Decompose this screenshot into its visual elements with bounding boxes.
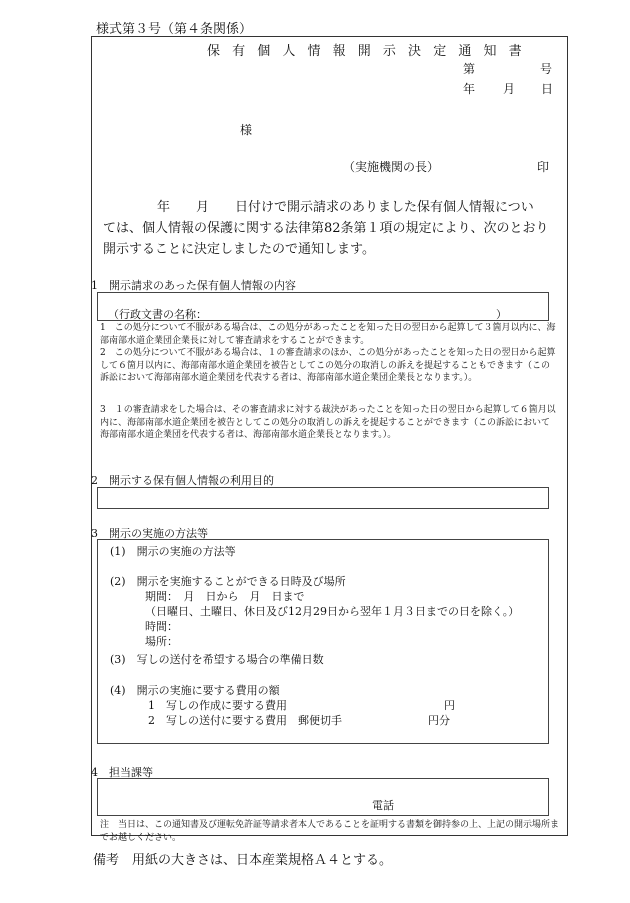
document-title: 保 有 個 人 情 報 開 示 決 定 通 知 書 — [207, 44, 526, 59]
phone-label: 電話 — [372, 799, 394, 812]
footnote: 注 当日は、この通知書及び運転免許証等請求者本人であることを証明する書類を御持参の上、上記の開示場所までお越しください。 — [100, 820, 560, 843]
time-line: 時間： — [145, 620, 178, 633]
section4-heading: 4 担当課等 — [91, 766, 153, 779]
body-line-2: ては、個人情報の保護に関する法律第82条第１項の規定により、次のとおり — [103, 221, 549, 236]
section3-item4: (4) 開示の実施に要する費用の額 — [110, 684, 280, 697]
section1-heading: 1 開示請求のあった保有個人情報の内容 — [91, 279, 296, 292]
body-line-1: 年 月 日付けで開示請求のありました保有個人情報につい — [157, 200, 534, 215]
section3-item3: (3) 写しの送付を希望する場合の準備日数 — [110, 653, 324, 666]
section3-item1: (1) 開示の実施の方法等 — [110, 545, 236, 558]
addressee-suffix: 様 — [240, 123, 253, 137]
fee-copy-line: 1 写しの作成に要する費用 — [148, 699, 287, 712]
section4-box — [97, 778, 549, 816]
form-label: 様式第３号（第４条関係） — [96, 22, 253, 37]
place-line: 場所： — [145, 635, 178, 648]
period-line: 期間： 月 日から 月 日まで — [145, 590, 305, 603]
issuer: （実施機関の長） — [343, 160, 440, 174]
doc-name-close: ） — [496, 308, 507, 321]
seal-mark: 印 — [537, 160, 550, 174]
section3-heading: 3 開示の実施の方法等 — [91, 527, 208, 540]
remark: 備考 用紙の大きさは、日本産業規格Ａ４とする。 — [93, 853, 393, 868]
date-month: 月 — [503, 82, 516, 96]
date-day: 日 — [541, 82, 554, 96]
section3-item2: (2) 開示を実施することができる日時及び場所 — [110, 575, 346, 588]
doc-number-prefix: 第 — [463, 62, 476, 76]
period-note: （日曜日、土曜日、休日及び12月29日から翌年１月３日までの日を除く。） — [145, 605, 520, 618]
section2-box — [97, 487, 549, 509]
fee-mail-unit: 円分 — [428, 714, 450, 727]
fee-copy-unit: 円 — [444, 699, 455, 712]
doc-name-label: （行政文書の名称： — [108, 308, 207, 321]
doc-number-suffix: 号 — [540, 62, 553, 76]
body-line-3: 開示することに決定しましたので通知します。 — [103, 242, 375, 257]
appeal-note-2: 2 この処分について不服がある場合は、１の審査請求のほか、この処分があったことを知った日の翌日から起算して６箇月以内に、海部南部水道企業団を被告としてこの処分の取消しの訴えを提起することもできます（この訴訟において海部南部水道企業団を代表する者は、海部南部水道企業団企業長となります。）。 — [100, 348, 556, 383]
appeal-note-1: 1 この処分について不服がある場合は、この処分があったことを知った日の翌日から起算して３箇月以内に、海部南部水道企業団企業長に対して審査請求をすることができます。 — [100, 323, 556, 346]
date-year: 年 — [463, 82, 476, 96]
fee-mail-line: 2 写しの送付に要する費用 郵便切手 — [148, 714, 342, 727]
appeal-note-3: 3 １の審査請求をした場合は、その審査請求に対する裁決があったことを知った日の翌日から起算して６箇月以内に、海部南部水道企業団を被告としてこの処分の取消しの訴えを提起することができます（この訴訟において海部南部水道企業団を代表する者は、海部南部水道企業長となります。）。 — [100, 405, 556, 440]
section2-heading: 2 開示する保有個人情報の利用目的 — [91, 474, 274, 487]
